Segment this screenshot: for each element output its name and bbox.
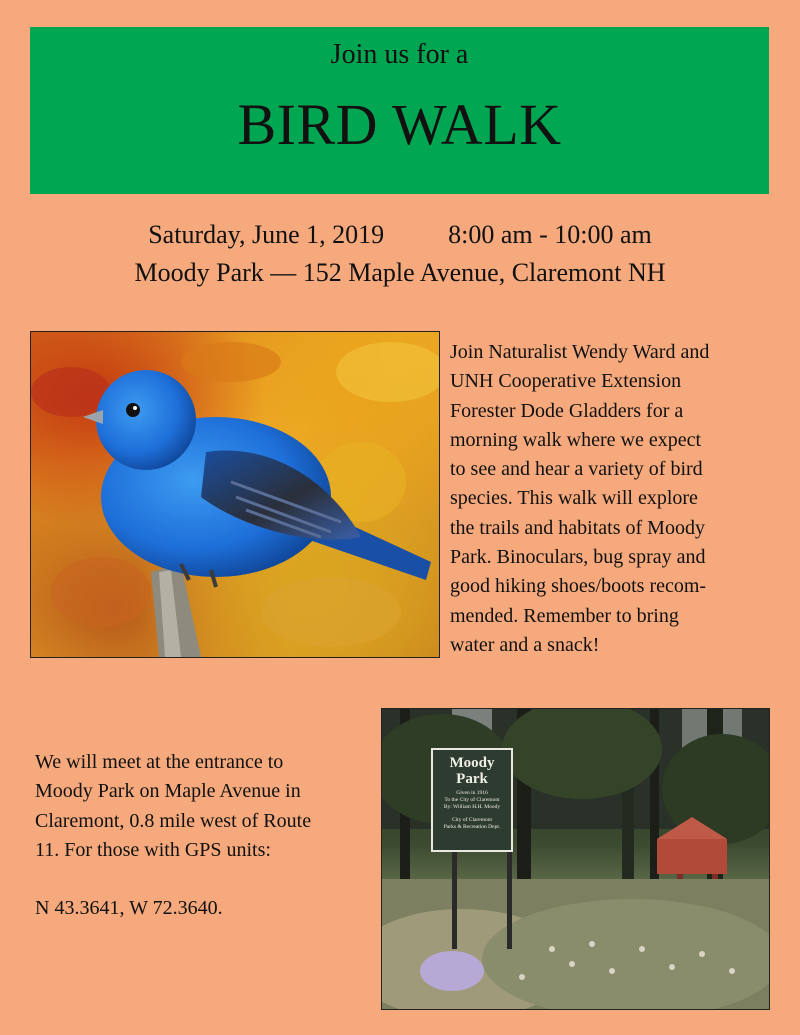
directions-line: Claremont, 0.8 mile west of Route	[35, 809, 312, 832]
event-time: 8:00 am - 10:00 am	[448, 220, 652, 249]
description-line: Join Naturalist Wendy Ward and	[450, 341, 710, 363]
directions-line: We will meet at the entrance to	[35, 751, 284, 773]
meeting-directions	[35, 748, 375, 923]
event-description	[450, 338, 780, 660]
park-sign	[434, 751, 510, 849]
event-date: Saturday, June 1, 2019	[148, 220, 385, 249]
description-line: good hiking shoes/boots recom-	[450, 575, 707, 598]
directions-line: 11. For those with GPS units:	[35, 838, 271, 861]
park-sign-photo	[381, 708, 770, 1010]
banner-subtitle: Join us for a	[330, 39, 469, 70]
sign-line: By: William H.H. Moody	[443, 804, 501, 810]
sign-line: Parks & Recreation Dept.	[443, 824, 501, 830]
sign-title-1: Moody	[449, 755, 495, 771]
bird-photo	[30, 331, 440, 658]
sign-title-2: Park	[456, 771, 488, 787]
directions-line: Moody Park on Maple Avenue in	[35, 780, 301, 803]
sign-line: City of Claremont	[451, 817, 493, 823]
description-line: species. This walk will explore	[450, 487, 698, 510]
description-line: UNH Cooperative Extension	[450, 370, 682, 393]
sign-line: To the City of Claremont	[444, 797, 500, 803]
title-banner	[30, 27, 769, 194]
description-line: mended. Remember to bring	[450, 604, 679, 627]
description-line: to see and hear a variety of bird	[450, 458, 703, 481]
description-line: Park. Binoculars, bug spray and	[450, 546, 706, 569]
gps-coordinates: N 43.3641, W 72.3640.	[35, 897, 223, 920]
description-line: morning walk where we expect	[450, 428, 702, 451]
description-line: Forester Dode Gladders for a	[450, 399, 684, 422]
description-line: water and a snack!	[450, 633, 600, 656]
description-line: the trails and habitats of Moody	[450, 516, 705, 539]
event-location: Moody Park — 152 Maple Avenue, Claremont NH	[134, 258, 666, 287]
banner-title: BIRD WALK	[237, 92, 562, 157]
event-date-time	[0, 220, 800, 250]
indigo-bunting-illustration	[31, 332, 439, 657]
sign-line: Given in 1916	[456, 790, 488, 796]
